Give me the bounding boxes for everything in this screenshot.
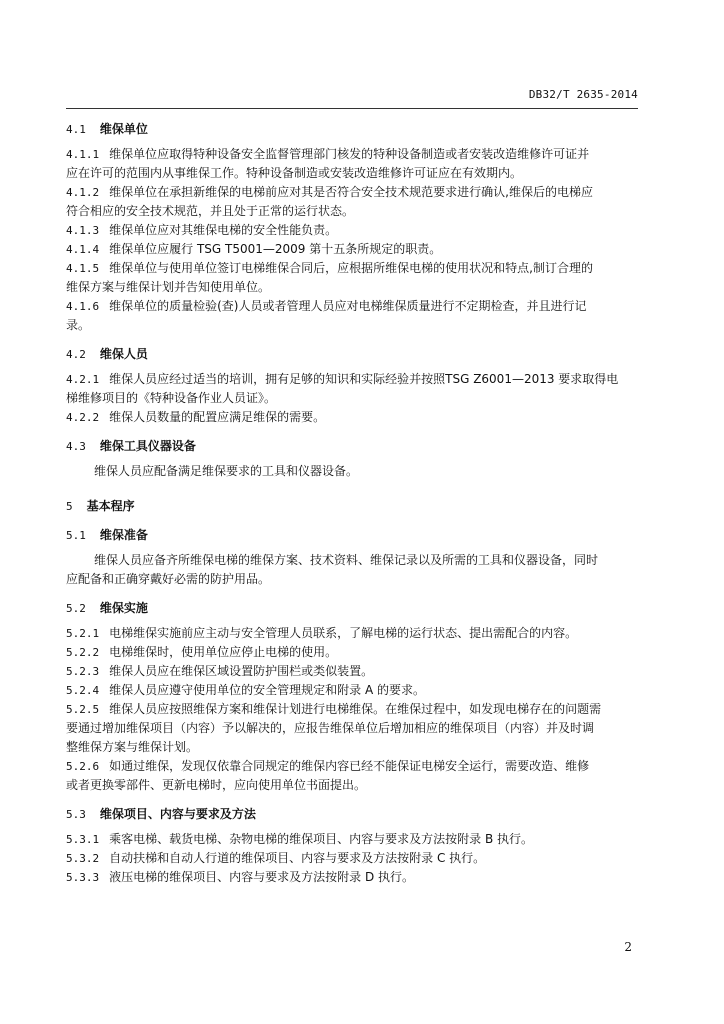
clause-text: 维保人员应在维保区域设置防护围栏或类似装置。 [109, 664, 374, 678]
clause-text: 维保单位应取得特种设备安全监督管理部门核发的特种设备制造或者安装改造维修许可证并 [109, 147, 590, 161]
clause-text: 维保人员应遵守使用单位的安全管理规定和附录 A 的要求。 [109, 683, 425, 697]
clause-number: 5.3.2 [66, 852, 100, 865]
clause-5-2-4 [66, 681, 638, 700]
clause-4-1-3 [66, 221, 638, 240]
section-number: 5.3 [66, 808, 86, 821]
section-number: 5.2 [66, 602, 86, 615]
section-title: 维保单位 [99, 122, 148, 136]
clause-text: 自动扶梯和自动人行道的维保项目、内容与要求及方法按附录 C 执行。 [109, 851, 486, 865]
clause-number: 4.2.2 [66, 411, 100, 424]
clause-4-2-2 [66, 408, 638, 427]
section-heading-4-1 [66, 120, 638, 139]
section-title: 维保人员 [99, 347, 148, 361]
clause-text: 维保单位应履行 TSG T5001—2009 第十五条所规定的职责。 [109, 242, 442, 256]
page-number: 2 [624, 940, 632, 954]
section-number: 4.2 [66, 348, 86, 361]
clause-5-2-2 [66, 643, 638, 662]
clause-4-1-6 [66, 297, 638, 316]
clause-5-2-6 [66, 757, 638, 776]
section-heading-5-2 [66, 599, 638, 618]
clause-text-cont: 录。 [66, 318, 91, 332]
clause-5-2-3 [66, 662, 638, 681]
clause-number: 5.3.3 [66, 871, 100, 884]
clause-text-cont: 整维保方案与维保计划。 [66, 740, 199, 754]
section-title: 维保项目、内容与要求及方法 [99, 807, 256, 821]
clause-text: 维保人员应经过适当的培训，拥有足够的知识和实际经验并按照TSG Z6001—2013 要求取得电 [109, 372, 619, 386]
clause-text: 乘客电梯、载货电梯、杂物电梯的维保项目、内容与要求及方法按附录 B 执行。 [109, 832, 533, 846]
section-title: 维保准备 [99, 528, 148, 542]
section-heading-5-3 [66, 805, 638, 824]
clause-text: 维保人员应按照维保方案和维保计划进行电梯维保。在维保过程中，如发现电梯存在的问题需 [109, 702, 602, 716]
chapter-number: 5 [66, 500, 73, 513]
clause-text: 电梯维保实施前应主动与安全管理人员联系，了解电梯的运行状态、提出需配合的内容。 [109, 626, 578, 640]
clause-text: 维保单位在承担新维保的电梯前应对其是否符合安全技术规范要求进行确认,维保后的电梯应 [109, 185, 593, 199]
paragraph-4-3: 维保人员应配备满足维保要求的工具和仪器设备。 [94, 464, 359, 478]
clause-number: 4.1.3 [66, 224, 100, 237]
section-number: 5.1 [66, 529, 86, 542]
section-number: 4.1 [66, 123, 86, 136]
clause-text-cont: 维保方案与维保计划并告知使用单位。 [66, 280, 271, 294]
clause-text: 维保单位的质量检验(查)人员或者管理人员应对电梯维保质量进行不定期检查，并且进行记 [109, 299, 587, 313]
clause-5-3-1 [66, 830, 638, 849]
section-heading-5-1 [66, 526, 638, 545]
clause-5-2-1 [66, 624, 638, 643]
clause-number: 4.2.1 [66, 373, 100, 386]
clause-number: 4.1.5 [66, 262, 100, 275]
clause-4-1-5 [66, 259, 638, 278]
clause-text: 维保人员数量的配置应满足维保的需要。 [109, 410, 326, 424]
section-number: 4.3 [66, 440, 86, 453]
clause-text-cont: 要通过增加维保项目（内容）予以解决的，应报告维保单位后增加相应的维保项目（内容）并及时调 [66, 721, 595, 735]
section-heading-4-3 [66, 437, 638, 456]
paragraph-5-1-cont: 应配备和正确穿戴好必需的防护用品。 [66, 572, 271, 586]
section-heading-4-2 [66, 345, 638, 364]
document-code: DB32/T 2635-2014 [528, 88, 638, 101]
clause-number: 5.2.5 [66, 703, 100, 716]
clause-number: 4.1.2 [66, 186, 100, 199]
section-title: 维保工具仪器设备 [99, 439, 196, 453]
chapter-title: 基本程序 [86, 499, 135, 513]
clause-text-cont: 或者更换零部件、更新电梯时，应向使用单位书面提出。 [66, 778, 367, 792]
clause-number: 4.1.6 [66, 300, 100, 313]
paragraph-5-1: 维保人员应备齐所维保电梯的维保方案、技术资料、维保记录以及所需的工具和仪器设备，同时 [94, 553, 599, 567]
clause-text-cont: 梯维修项目的《特种设备作业人员证》。 [66, 391, 277, 405]
clause-number: 5.3.1 [66, 833, 100, 846]
clause-number: 5.2.1 [66, 627, 100, 640]
clause-4-1-1 [66, 145, 638, 164]
clause-4-2-1 [66, 370, 638, 389]
document-body [66, 120, 638, 887]
clause-text-cont: 符合相应的安全技术规范，并且处于正常的运行状态。 [66, 204, 355, 218]
clause-number: 4.1.1 [66, 148, 100, 161]
clause-number: 5.2.3 [66, 665, 100, 678]
clause-4-1-4 [66, 240, 638, 259]
clause-number: 5.2.6 [66, 760, 100, 773]
clause-5-3-2 [66, 849, 638, 868]
chapter-heading-5 [66, 497, 638, 516]
clause-4-1-2 [66, 183, 638, 202]
clause-number: 5.2.4 [66, 684, 100, 697]
clause-text: 维保单位应对其维保电梯的安全性能负责。 [109, 223, 338, 237]
clause-text: 液压电梯的维保项目、内容与要求及方法按附录 D 执行。 [109, 870, 414, 884]
header-rule [66, 108, 638, 109]
clause-text: 如通过维保，发现仅依靠合同规定的维保内容已经不能保证电梯安全运行，需要改造、维修 [109, 759, 590, 773]
clause-number: 5.2.2 [66, 646, 100, 659]
clause-5-3-3 [66, 868, 638, 887]
clause-number: 4.1.4 [66, 243, 100, 256]
clause-5-2-5 [66, 700, 638, 719]
clause-text-cont: 应在许可的范围内从事维保工作。特种设备制造或安装改造维修许可证应在有效期内。 [66, 166, 523, 180]
clause-text: 维保单位与使用单位签订电梯维保合同后，应根据所维保电梯的使用状况和特点,制订合理的 [109, 261, 593, 275]
section-title: 维保实施 [99, 601, 148, 615]
clause-text: 电梯维保时，使用单位应停止电梯的使用。 [109, 645, 338, 659]
